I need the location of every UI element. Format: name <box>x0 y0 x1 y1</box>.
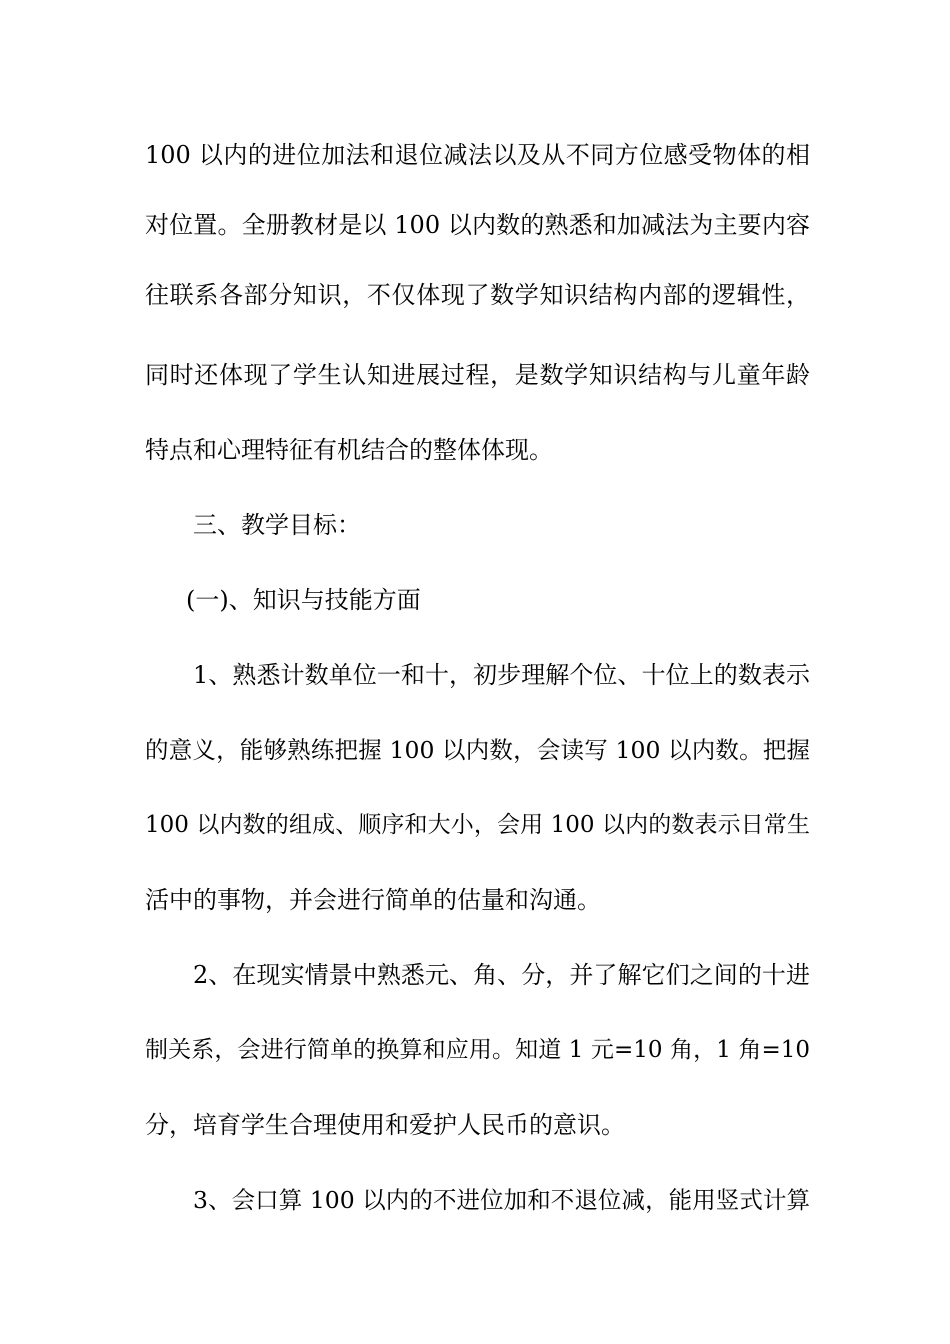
section-heading: 三、教学目标： <box>193 511 361 539</box>
text-line: 2、在现实情景中熟悉元、角、分，并了解它们之间的十进 <box>193 961 810 989</box>
text-line: 分，培育学生合理使用和爱护人民币的意识。 <box>145 1111 625 1139</box>
text-line: 3、会口算 100 以内的不进位加和不退位减，能用竖式计算 <box>193 1186 810 1214</box>
text-line: 对位置。全册教材是以 100 以内数的熟悉和加减法为主要内容 <box>145 211 810 239</box>
text-line: 特点和心理特征有机结合的整体体现。 <box>145 436 553 464</box>
text-line: 100 以内的进位加法和退位减法以及从不同方位感受物体的相 <box>145 141 810 169</box>
text-line: 100 以内数的组成、顺序和大小，会用 100 以内的数表示日常生 <box>145 812 810 838</box>
text-line: 制关系，会进行简单的换算和应用。知道 1 元=10 角，1 角=10 <box>145 1037 810 1063</box>
text-line: 同时还体现了学生认知进展过程，是数学知识结构与儿童年龄 <box>145 361 810 389</box>
text-line: 活中的事物，并会进行简单的估量和沟通。 <box>145 886 601 914</box>
text-line: 往联系各部分知识，不仅体现了数学知识结构内部的逻辑性， <box>145 281 810 309</box>
text-line: 1、熟悉计数单位一和十，初步理解个位、十位上的数表示 <box>193 661 810 689</box>
subsection-heading: (一)、知识与技能方面 <box>186 586 421 614</box>
text-line: 的意义，能够熟练把握 100 以内数，会读写 100 以内数。把握 <box>145 736 810 764</box>
